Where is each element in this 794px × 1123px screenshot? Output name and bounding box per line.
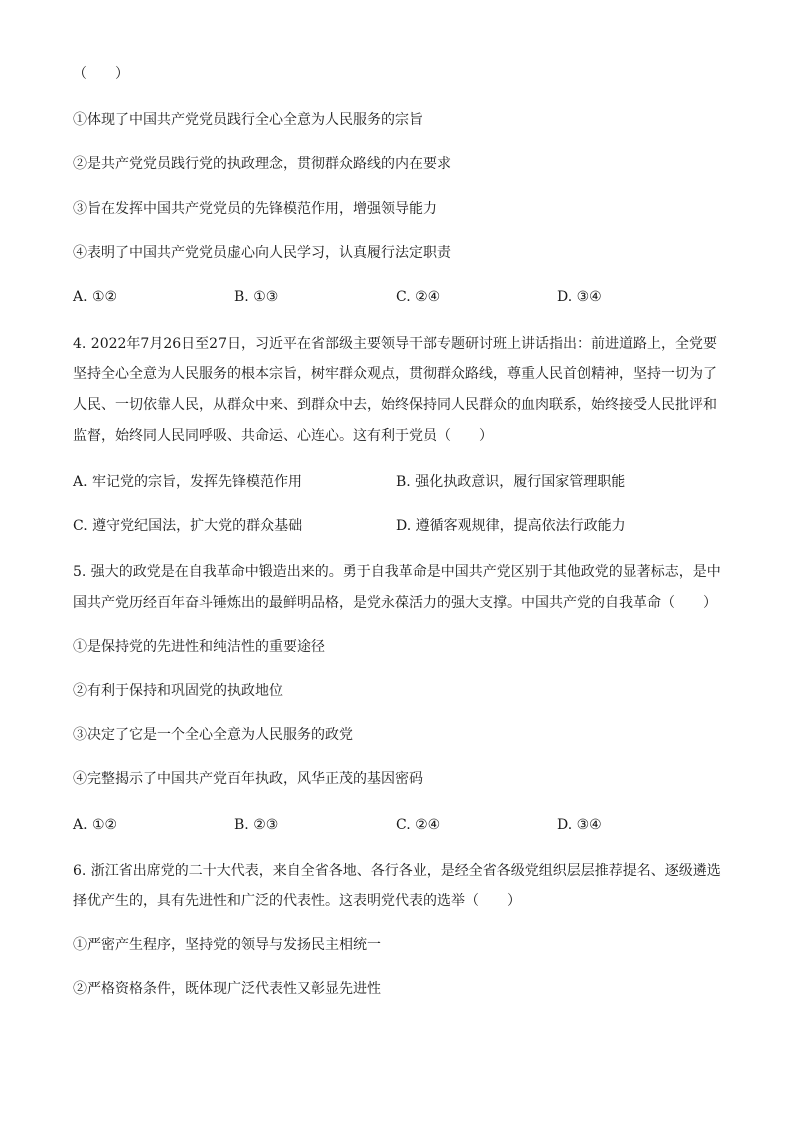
q4-stem-line-2: 坚持全心全意为人民服务的根本宗旨，树牢群众观点，贯彻群众路线，尊重人民首创精神，坚持一切为了	[73, 366, 717, 382]
q5-option-d: D. ③④	[557, 817, 602, 833]
q5-item-1: ①是保持党的先进性和纯洁性的重要途径	[73, 639, 325, 655]
q4-option-a: A. 牢记党的宗旨，发挥先锋模范作用	[73, 474, 303, 490]
q4-stem-line-3: 人民、一切依靠人民，从群众中来、到群众中去，始终保持同人民群众的血肉联系，始终接受人民批评和	[73, 397, 717, 413]
q5-stem-line-1: 5. 强大的政党是在自我革命中锻造出来的。勇于自我革命是中国共产党区别于其他政党的显著标志，是中	[73, 564, 721, 580]
q5-option-c: C. ②④	[396, 817, 441, 833]
q6-item-1: ①严密产生程序，坚持党的领导与发扬民主相统一	[73, 937, 381, 953]
q3-option-a: A. ①②	[73, 289, 118, 305]
q3-stem-tail: （ ）	[73, 66, 129, 82]
q4-option-c: C. 遵守党纪国法，扩大党的群众基础	[73, 518, 303, 534]
q3-option-b: B. ①③	[234, 289, 279, 305]
q4-option-d: D. 遵循客观规律，提高依法行政能力	[396, 518, 626, 534]
q3-option-c: C. ②④	[396, 289, 441, 305]
q4-option-b: B. 强化执政意识，履行国家管理职能	[396, 474, 626, 490]
q5-item-3: ③决定了它是一个全心全意为人民服务的政党	[73, 727, 353, 743]
q6-item-2: ②严格资格条件，既体现广泛代表性又彰显先进性	[73, 981, 381, 997]
q4-stem-line-4: 监督，始终同人民同呼吸、共命运、心连心。这有利于党员（ ）	[73, 428, 493, 444]
q3-option-d: D. ③④	[557, 289, 602, 305]
q5-option-b: B. ②③	[234, 817, 279, 833]
q3-item-4: ④表明了中国共产党党员虚心向人民学习，认真履行法定职责	[73, 245, 451, 261]
q6-stem-line-2: 择优产生的，具有先进性和广泛的代表性。这表明党代表的选举（ ）	[73, 893, 521, 909]
q3-item-3: ③旨在发挥中国共产党党员的先锋模范作用，增强领导能力	[73, 201, 437, 217]
q5-item-2: ②有利于保持和巩固党的执政地位	[73, 683, 283, 699]
q5-item-4: ④完整揭示了中国共产党百年执政，风华正茂的基因密码	[73, 771, 423, 787]
q6-stem-line-1: 6. 浙江省出席党的二十大代表，来自全省各地、各行各业，是经全省各级党组织层层推荐提名、逐级遴选	[73, 863, 721, 879]
q5-stem-line-2: 国共产党历经百年奋斗锤炼出的最鲜明品格，是党永葆活力的强大支撑。中国共产党的自我革命（ ）	[73, 595, 717, 611]
q5-option-a: A. ①②	[73, 817, 118, 833]
q4-stem-line-1: 4. 2022年7月26日至27日，习近平在省部级主要领导干部专题研讨班上讲话指出：前进道路上，全党要	[73, 336, 717, 352]
q3-item-1: ①体现了中国共产党党员践行全心全意为人民服务的宗旨	[73, 112, 423, 128]
q3-item-2: ②是共产党党员践行党的执政理念，贯彻群众路线的内在要求	[73, 156, 451, 172]
